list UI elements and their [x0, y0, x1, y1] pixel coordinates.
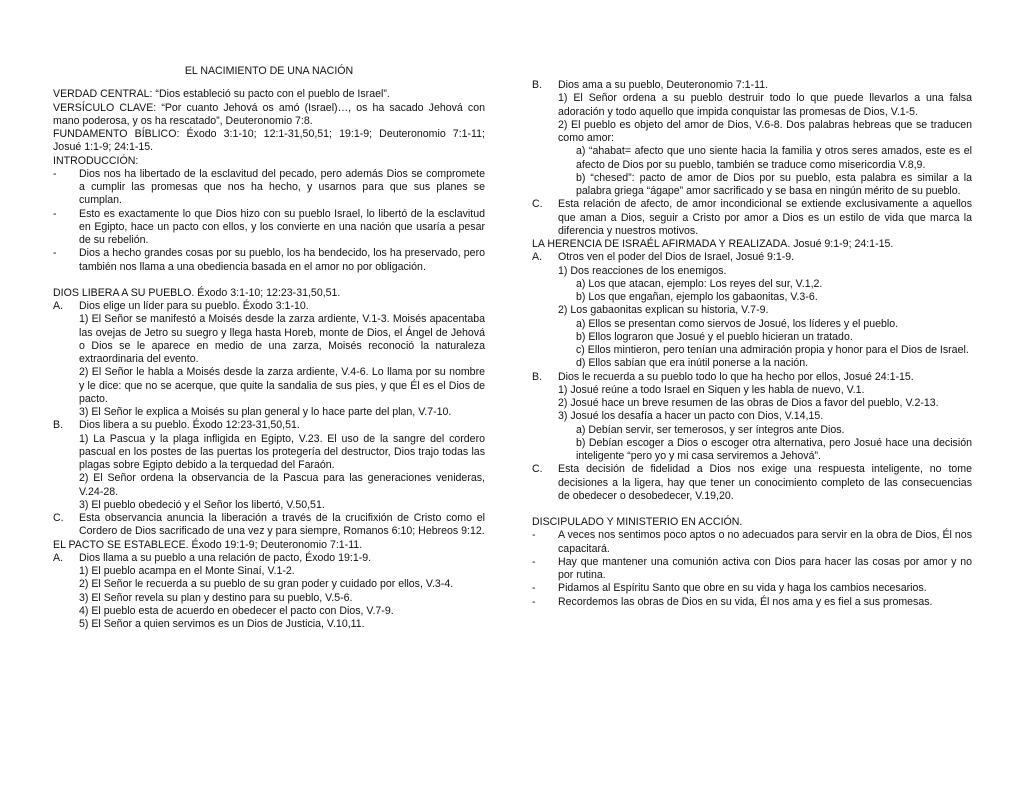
- outline-subsubpoint: b) Debían escoger a Dios o escoger otra alternativa, pero Josué hace una decisión inteligente “pero yo y mi casa serviremos a Jehová”.: [576, 436, 972, 462]
- dash-marker: -: [53, 247, 57, 260]
- outline-point: A. Dios llama a su pueblo a una relación de pacto, Éxodo 19:1-9.: [53, 551, 372, 564]
- outline-subpoint: 1) El Señor ordena a su pueblo destruir todo lo que puede llevarlos a una falsa adoración y todo aquello que impida conquistar las promesas de Dios, V.1-5.: [558, 92, 972, 118]
- outline-subpoint: 1) Dos reacciones de los enemigos.: [558, 264, 727, 277]
- outline-point: C. Esta relación de afecto, de amor incondicional se extiende exclusivamente a aquellos que aman a Dios, seguir a Cristo por amor a Dios es un estilo de vida que marca la diferencia y nuestros motivos.: [532, 198, 972, 237]
- outline-marker: B.: [532, 79, 543, 91]
- intro-item: - Esto es exactamente lo que Dios hizo con su pueblo Israel, lo libertó de la esclavitud en Egipto, hace un pacto con ellos, y los convierte en una nación que usaría a pesar de su rebelión.: [53, 207, 485, 246]
- left-column: [53, 65, 485, 631]
- dash-marker: -: [53, 207, 57, 220]
- section-heading: DIOS LIBERA A SU PUEBLO. Éxodo 3:1-10; 12:23-31,50,51.: [53, 286, 341, 299]
- dash-marker: -: [532, 555, 536, 568]
- outline-point: B. Dios ama a su pueblo, Deuteronomio 7:1-11.: [532, 79, 769, 91]
- discipleship-item: - A veces nos sentimos poco aptos o no adecuados para servir en la obra de Dios, Él nos capacitará.: [532, 529, 972, 555]
- outline-point: B. Dios le recuerda a su pueblo todo lo que ha hecho por ellos, Josué 24:1-15.: [532, 370, 914, 383]
- outline-subpoint: 1) El pueblo acampa en el Monte Sinaí, V.1-2.: [79, 565, 295, 577]
- outline-subsubpoint: c) Ellos mintieron, pero tenían una admiración propia y honor para el Dios de Israel.: [576, 344, 969, 356]
- outline-subpoint: 1) El Señor se manifestó a Moisés desde la zarza ardiente, V.1-3. Moisés apacentaba las ovejas de Jetro su suegro y llega hasta Horeb, monte de Dios, el Ángel de Jehová o Dios se le aparece en medio de una zarza, Moisés reconoció la naturaleza extraordinaria del evento.: [79, 313, 485, 365]
- dash-marker: -: [532, 595, 536, 608]
- outline-subpoint: 2) El Señor ordena la observancia de la Pascua para las generaciones venideras, V.24-28.: [79, 472, 485, 498]
- section-heading: EL PACTO SE ESTABLECE. Éxodo 19:1-9; Deuteronomio 7:1-11.: [53, 538, 363, 551]
- outline-marker: A.: [532, 251, 543, 264]
- outline-subsubpoint: b) Ellos lograron que Josué y el pueblo hicieran un tratado.: [576, 330, 853, 343]
- outline-point: A. Dios elige un líder para su pueblo. Éxodo 3:1-10.: [53, 300, 309, 312]
- discipleship-item: - Recordemos las obras de Dios en su vida, Él nos ama y es fiel a sus promesas.: [532, 595, 933, 608]
- outline-point: C. Esta observancia anuncia la liberación a través de la crucifixión de Cristo como el Cordero de Dios sacrificado de una vez y para siempre, Romanos 6:10; Hebreos 9:12.: [53, 512, 485, 538]
- outline-marker: C.: [532, 463, 543, 476]
- section-heading: LA HERENCIA DE ISRAÉL AFIRMADA Y REALIZADA. Josué 9:1-9; 24:1-15.: [532, 238, 894, 250]
- outline-marker: B.: [53, 419, 64, 432]
- outline-subpoint: 5) El Señor a quien servimos es un Dios de Justicia, V.10,11.: [79, 618, 365, 630]
- outline-subsubpoint: a) Debían servir, ser temerosos, y ser íntegros ante Dios.: [576, 423, 845, 436]
- outline-marker: B.: [532, 370, 543, 383]
- key-verse: VERSÍCULO CLAVE: “Por cuanto Jehová os amó (Israel)…, os ha sacado Jehová con mano poderosa, y os ha rescatado”, Deuteronomio 7:8.: [53, 101, 485, 127]
- dash-marker: -: [532, 582, 536, 595]
- discipleship-item: - Pidamos al Espíritu Santo que obre en su vida y haga los cambios necesarios.: [532, 582, 927, 595]
- outline-subpoint: 2) El Señor le recuerda a su pueblo de su gran poder y cuidado por ellos, V.3-4.: [79, 578, 454, 591]
- outline-subpoint: 4) El pueblo esta de acuerdo en obedecer el pacto con Dios, V.7-9.: [79, 604, 394, 617]
- outline-subsubpoint: a) Los que atacan, ejemplo: Los reyes del sur, V.1,2.: [576, 277, 823, 290]
- outline-subsubpoint: b) “chesed”: pacto de amor de Dios por su pueblo, esta palabra es similar a la palabra griega “ágape” amor sacrificado y se basa en ningún mérito de su pueblo.: [576, 171, 972, 197]
- outline-marker: C.: [532, 198, 543, 211]
- outline-subpoint: 2) Los gabaonitas explican su historia, V.7-9.: [558, 304, 769, 317]
- outline-point: B. Dios libera a su pueblo. Éxodo 12:23-31,50,51.: [53, 419, 300, 432]
- outline-subpoint: 1) Josué reúne a todo Israel en Siquen y les habla de nuevo, V.1.: [558, 383, 865, 396]
- outline-subsubpoint: b) Los que engañan, ejemplo los gabaonitas, V.3-6.: [576, 291, 818, 303]
- outline-point: C. Esta decisión de fidelidad a Dios nos exige una respuesta inteligente, no tome decisiones a la ligera, hay que tener un conocimiento completo de las consecuencias de obedecer o desobedecer, V.19,20.: [532, 463, 972, 502]
- discipleship-item: - Hay que mantener una comunión activa con Dios para hacer las cosas por amor y no por rutina.: [532, 555, 972, 581]
- outline-subpoint: 2) Josué hace un breve resumen de las obras de Dios a favor del pueblo, V.2-13.: [558, 397, 939, 409]
- outline-subpoint: 1) La Pascua y la plaga infligida en Egipto, V.23. El uso de la sangre del cordero pascual en los postes de las puertas los protegería del destructor, Dios trajo todas las plagas sobre Egipto debido a la terquedad del Faraón.: [79, 432, 485, 471]
- right-column: [532, 79, 972, 609]
- outline-subpoint: 2) El pueblo es objeto del amor de Dios, V.6-8. Dos palabras hebreas que se traducen como amor:: [558, 118, 972, 144]
- outline-subpoint: 3) Josué los desafía a hacer un pacto con Dios, V.14,15.: [558, 410, 824, 423]
- intro-item: - Dios nos ha libertado de la esclavitud del pecado, pero además Dios se compromete a cumplir las promesas que nos ha hecho, y usarnos para que sus planes se cumplan.: [53, 167, 485, 207]
- outline-subpoint: 2) El Señor le habla a Moisés desde la zarza ardiente, V.4-6. Lo llama por su nombre y le dice: que no se acerque, que quite la sandalia de sus pies, y que Él es el Dios de pacto.: [79, 366, 485, 405]
- outline-subsubpoint: d) Ellos sabían que era inútil ponerse a la nación.: [576, 357, 809, 370]
- outline-subpoint: 3) El Señor le explica a Moisés su plan general y lo hace parte del plan, V.7-10.: [79, 406, 452, 418]
- biblical-foundation: FUNDAMENTO BÍBLICO: Éxodo 3:1-10; 12:1-31,50,51; 19:1-9; Deuteronomio 7:1-11; Josué 1:1-9; 24:1-15.: [53, 128, 485, 154]
- outline-subsubpoint: a) “ahabat= afecto que uno siente hacia la familia y otros seres amados, este es el afecto de Dios por su pueblo, también se traduce como misericordia V.8,9.: [576, 145, 972, 171]
- outline-subpoint: 3) El pueblo obedeció y el Señor los libertó, V.50,51.: [79, 498, 325, 511]
- outline-point: A. Otros ven el poder del Dios de Israel, Josué 9:1-9.: [532, 251, 795, 264]
- outline-subsubpoint: a) Ellos se presentan como siervos de Josué, los líderes y el pueblo.: [576, 317, 899, 330]
- section-heading: DISCIPULADO Y MINISTERIO EN ACCIÓN.: [532, 516, 743, 528]
- intro-item: - Dios a hecho grandes cosas por su pueblo, los ha bendecido, los ha preservado, pero también nos llama a una obediencia basada en el amor no por obligación.: [53, 247, 485, 273]
- dash-marker: -: [53, 167, 57, 180]
- intro-heading: INTRODUCCIÓN:: [53, 154, 139, 167]
- central-truth: VERDAD CENTRAL: “Dios estableció su pacto con el pueblo de Israel”.: [53, 88, 390, 101]
- document-title: EL NACIMIENTO DE UNA NACIÓN: [184, 65, 354, 77]
- dash-marker: -: [532, 529, 536, 542]
- outline-marker: C.: [53, 512, 64, 524]
- outline-marker: A.: [53, 300, 64, 312]
- outline-marker: A.: [53, 551, 64, 564]
- outline-subpoint: 3) El Señor revela su plan y destino para su pueblo, V.5-6.: [79, 591, 353, 604]
